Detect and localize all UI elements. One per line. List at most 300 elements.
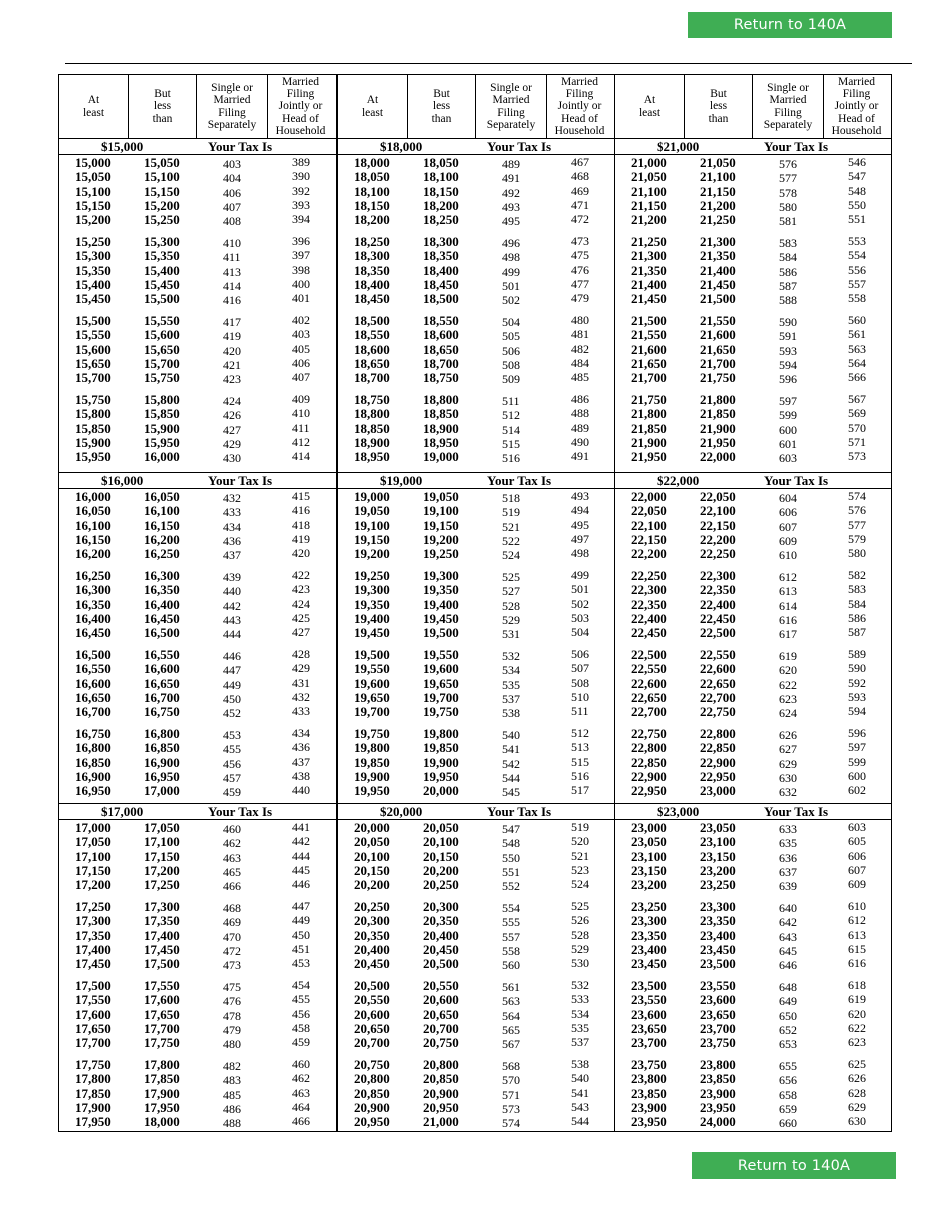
- cell-tax-married: 469: [571, 183, 589, 198]
- return-to-140a-button-bottom[interactable]: Return to 140A: [692, 1152, 896, 1179]
- cell-tax-single: 450: [223, 691, 241, 706]
- table-row: [59, 727, 336, 741]
- tax-table: [58, 74, 892, 1132]
- table-row: [615, 235, 891, 249]
- table-row: [615, 705, 891, 719]
- cell-tax-married: 450: [292, 927, 310, 942]
- cell-tax-married: 503: [571, 610, 589, 625]
- cell-at-least: 15,300: [75, 248, 111, 264]
- cell-at-least: 16,950: [75, 783, 111, 799]
- cell-tax-single: 547: [502, 822, 520, 836]
- cell-tax-single: 414: [223, 278, 241, 293]
- table-row: [615, 850, 891, 864]
- cell-but-less-than: 16,350: [144, 582, 180, 598]
- cell-tax-single: 449: [223, 677, 241, 692]
- cell-tax-single: 416: [223, 293, 241, 308]
- cell-tax-single: 463: [223, 850, 241, 865]
- cell-but-less-than: 22,700: [700, 689, 736, 705]
- cell-tax-married: 486: [571, 392, 589, 406]
- cell-tax-single: 606: [779, 505, 797, 520]
- cell-but-less-than: 16,250: [144, 546, 180, 562]
- cell-tax-married: 540: [571, 1071, 589, 1086]
- table-row: [615, 878, 891, 892]
- header-label: At least: [638, 94, 661, 119]
- cell-at-least: 21,950: [631, 449, 667, 465]
- cell-at-least: 19,350: [354, 596, 390, 612]
- table-row: [59, 993, 336, 1007]
- cell-tax-married: 468: [571, 169, 589, 184]
- table-row: [338, 784, 614, 798]
- cell-tax-married: 484: [571, 355, 589, 370]
- section-header: [615, 473, 891, 489]
- header-at-least: [615, 75, 685, 138]
- cell-tax-married: 538: [571, 1057, 589, 1071]
- cell-at-least: 20,750: [354, 1057, 390, 1072]
- cell-but-less-than: 22,650: [700, 675, 736, 691]
- cell-tax-single: 455: [223, 742, 241, 757]
- cell-tax-married: 618: [848, 978, 866, 992]
- cell-tax-single: 583: [779, 236, 797, 250]
- cell-tax-single: 525: [502, 570, 520, 584]
- cell-tax-single: 613: [779, 584, 797, 599]
- cell-at-least: 18,600: [354, 341, 390, 357]
- cell-but-less-than: 19,800: [423, 726, 459, 741]
- cell-tax-single: 616: [779, 612, 797, 627]
- cell-but-less-than: 16,700: [144, 689, 180, 705]
- cell-at-least: 23,700: [631, 1035, 667, 1051]
- table-row: [338, 1101, 614, 1115]
- cell-tax-married: 554: [848, 248, 866, 263]
- cell-tax-married: 534: [571, 1006, 589, 1021]
- cell-but-less-than: 23,250: [700, 877, 736, 893]
- cell-tax-married: 389: [292, 155, 310, 169]
- cell-but-less-than: 16,450: [144, 610, 180, 626]
- table-row: [338, 929, 614, 943]
- table-row: [338, 185, 614, 199]
- table-row: [615, 979, 891, 993]
- table-row: [615, 583, 891, 597]
- cell-but-less-than: 22,600: [700, 661, 736, 677]
- table-row: [338, 583, 614, 597]
- cell-but-less-than: 19,700: [423, 689, 459, 705]
- cell-at-least: 23,000: [631, 820, 667, 835]
- table-row: [59, 914, 336, 928]
- cell-tax-single: 629: [779, 756, 797, 771]
- cell-tax-single: 531: [502, 627, 520, 642]
- cell-at-least: 16,600: [75, 675, 111, 691]
- cell-tax-single: 630: [779, 770, 797, 785]
- cell-tax-single: 561: [502, 980, 520, 994]
- cell-but-less-than: 15,100: [144, 169, 180, 185]
- cell-tax-single: 514: [502, 422, 520, 437]
- section-amount: $18,000: [380, 139, 423, 154]
- table-row: [59, 821, 336, 835]
- header-but-less-than: [685, 75, 752, 138]
- cell-tax-married: 605: [848, 834, 866, 849]
- cell-at-least: 21,700: [631, 370, 667, 386]
- cell-tax-single: 656: [779, 1073, 797, 1088]
- cell-but-less-than: 18,600: [423, 327, 459, 343]
- table-row: [338, 705, 614, 719]
- cell-at-least: 17,350: [75, 927, 111, 943]
- cell-tax-single: 578: [779, 185, 797, 200]
- section-amount: $21,000: [657, 139, 700, 154]
- cell-tax-single: 437: [223, 548, 241, 563]
- cell-at-least: 16,400: [75, 610, 111, 626]
- cell-at-least: 16,150: [75, 531, 111, 547]
- cell-tax-single: 423: [223, 372, 241, 387]
- table-row: [59, 770, 336, 784]
- table-row: [615, 756, 891, 770]
- cell-tax-married: 593: [848, 689, 866, 704]
- cell-at-least: 20,600: [354, 1006, 390, 1022]
- cell-but-less-than: 15,750: [144, 370, 180, 386]
- cell-at-least: 19,200: [354, 546, 390, 562]
- cell-tax-married: 613: [848, 927, 866, 942]
- cell-at-least: 18,400: [354, 276, 390, 292]
- section-amount: $15,000: [101, 139, 144, 154]
- cell-tax-single: 563: [502, 994, 520, 1009]
- cell-at-least: 15,950: [75, 449, 111, 465]
- cell-tax-single: 502: [502, 293, 520, 308]
- cell-but-less-than: 15,950: [144, 434, 180, 450]
- cell-but-less-than: 24,000: [700, 1114, 736, 1130]
- cell-but-less-than: 20,000: [423, 783, 459, 799]
- section-amount: $22,000: [657, 473, 700, 488]
- cell-at-least: 18,050: [354, 169, 390, 185]
- cell-at-least: 17,950: [75, 1114, 111, 1130]
- cell-tax-single: 483: [223, 1073, 241, 1088]
- cell-but-less-than: 16,500: [144, 625, 180, 641]
- cell-but-less-than: 21,550: [700, 313, 736, 328]
- cell-at-least: 18,200: [354, 212, 390, 228]
- cell-tax-single: 424: [223, 394, 241, 408]
- cell-tax-single: 476: [223, 994, 241, 1009]
- table-row: [59, 784, 336, 798]
- cell-tax-single: 432: [223, 491, 241, 505]
- cell-tax-married: 479: [571, 291, 589, 306]
- cell-tax-single: 637: [779, 864, 797, 879]
- cell-but-less-than: 19,450: [423, 610, 459, 626]
- table-row: [59, 235, 336, 249]
- cell-tax-married: 501: [571, 582, 589, 597]
- cell-tax-married: 475: [571, 248, 589, 263]
- cell-tax-single: 658: [779, 1087, 797, 1102]
- cell-but-less-than: 23,500: [700, 956, 736, 972]
- cell-at-least: 19,550: [354, 661, 390, 677]
- cell-at-least: 18,300: [354, 248, 390, 264]
- cell-tax-single: 444: [223, 627, 241, 642]
- cell-tax-married: 537: [571, 1035, 589, 1050]
- cell-at-least: 22,300: [631, 582, 667, 598]
- cell-tax-married: 583: [848, 582, 866, 597]
- section-header: [59, 473, 336, 489]
- cell-tax-married: 610: [848, 899, 866, 913]
- cell-tax-married: 506: [571, 647, 589, 661]
- cell-tax-single: 557: [502, 929, 520, 944]
- cell-tax-single: 489: [502, 157, 520, 171]
- table-row: [338, 691, 614, 705]
- cell-at-least: 21,450: [631, 291, 667, 307]
- cell-at-least: 23,400: [631, 941, 667, 957]
- cell-tax-single: 419: [223, 329, 241, 344]
- cell-but-less-than: 23,100: [700, 834, 736, 850]
- cell-but-less-than: 22,300: [700, 568, 736, 583]
- cell-tax-married: 504: [571, 625, 589, 640]
- cell-tax-single: 642: [779, 915, 797, 930]
- table-row: [615, 1115, 891, 1129]
- cell-at-least: 15,000: [75, 155, 111, 170]
- cell-tax-married: 546: [848, 155, 866, 169]
- cell-at-least: 17,900: [75, 1099, 111, 1115]
- cell-but-less-than: 15,400: [144, 262, 180, 278]
- cell-but-less-than: 20,400: [423, 927, 459, 943]
- cell-at-least: 16,750: [75, 726, 111, 741]
- cell-but-less-than: 19,200: [423, 531, 459, 547]
- cell-tax-married: 467: [571, 155, 589, 169]
- cell-tax-married: 456: [292, 1006, 310, 1021]
- cell-but-less-than: 22,100: [700, 503, 736, 519]
- cell-tax-married: 603: [848, 820, 866, 834]
- cell-tax-single: 468: [223, 901, 241, 915]
- cell-but-less-than: 23,750: [700, 1035, 736, 1051]
- cell-at-least: 21,800: [631, 406, 667, 422]
- cell-tax-married: 563: [848, 341, 866, 356]
- cell-tax-single: 498: [502, 250, 520, 265]
- cell-tax-married: 523: [571, 862, 589, 877]
- cell-tax-married: 599: [848, 754, 866, 769]
- your-tax-is-label: Your Tax Is: [764, 804, 829, 819]
- cell-but-less-than: 15,700: [144, 355, 180, 371]
- cell-tax-single: 506: [502, 343, 520, 358]
- table-row: [615, 1101, 891, 1115]
- table-row: [59, 943, 336, 957]
- cell-at-least: 18,550: [354, 327, 390, 343]
- cell-tax-single: 413: [223, 264, 241, 279]
- table-row: [338, 292, 614, 306]
- cell-tax-single: 639: [779, 879, 797, 894]
- cell-tax-single: 609: [779, 533, 797, 548]
- cell-tax-married: 556: [848, 262, 866, 277]
- table-row: [59, 612, 336, 626]
- cell-but-less-than: 21,950: [700, 434, 736, 450]
- cell-tax-single: 538: [502, 706, 520, 721]
- cell-at-least: 19,000: [354, 489, 390, 504]
- cell-at-least: 20,050: [354, 834, 390, 850]
- cell-tax-single: 635: [779, 836, 797, 851]
- cell-at-least: 20,200: [354, 877, 390, 893]
- section-header: [615, 139, 891, 155]
- cell-tax-single: 542: [502, 756, 520, 771]
- cell-tax-single: 460: [223, 822, 241, 836]
- cell-but-less-than: 17,600: [144, 992, 180, 1008]
- table-row: [615, 422, 891, 436]
- cell-tax-single: 622: [779, 677, 797, 692]
- cell-tax-single: 404: [223, 171, 241, 186]
- table-row: [338, 727, 614, 741]
- cell-at-least: 18,900: [354, 434, 390, 450]
- cell-at-least: 20,550: [354, 992, 390, 1008]
- table-row: [615, 278, 891, 292]
- cell-but-less-than: 21,450: [700, 276, 736, 292]
- cell-at-least: 15,450: [75, 291, 111, 307]
- table-row: [59, 850, 336, 864]
- table-row: [338, 314, 614, 328]
- cell-at-least: 22,400: [631, 610, 667, 626]
- table-row: [615, 784, 891, 798]
- cell-at-least: 20,150: [354, 862, 390, 878]
- cell-tax-married: 529: [571, 941, 589, 956]
- table-row: [338, 1008, 614, 1022]
- cell-at-least: 22,050: [631, 503, 667, 519]
- cell-tax-single: 456: [223, 756, 241, 771]
- table-row: [338, 864, 614, 878]
- cell-tax-single: 478: [223, 1008, 241, 1023]
- cell-tax-married: 511: [571, 704, 589, 719]
- cell-but-less-than: 23,400: [700, 927, 736, 943]
- header-label: But less than: [708, 88, 729, 125]
- cell-tax-single: 529: [502, 612, 520, 627]
- cell-tax-single: 459: [223, 785, 241, 800]
- table-row: [59, 1008, 336, 1022]
- header-at-least: [338, 75, 408, 138]
- table-row: [615, 199, 891, 213]
- table-row: [59, 929, 336, 943]
- cell-at-least: 16,500: [75, 647, 111, 662]
- cell-tax-single: 659: [779, 1101, 797, 1116]
- cell-at-least: 22,150: [631, 531, 667, 547]
- cell-tax-married: 481: [571, 327, 589, 342]
- cell-tax-single: 627: [779, 742, 797, 757]
- cell-at-least: 18,000: [354, 155, 390, 170]
- cell-but-less-than: 16,550: [144, 647, 180, 662]
- table-row: [338, 213, 614, 227]
- table-row: [59, 278, 336, 292]
- cell-tax-married: 398: [292, 262, 310, 277]
- cell-tax-single: 643: [779, 929, 797, 944]
- cell-tax-married: 541: [571, 1085, 589, 1100]
- header-label: Married Filing Jointly or Head of Household: [554, 75, 605, 137]
- table-row: [338, 436, 614, 450]
- cell-at-least: 22,750: [631, 726, 667, 741]
- table-row: [615, 612, 891, 626]
- table-row: [59, 504, 336, 518]
- cell-at-least: 23,050: [631, 834, 667, 850]
- cell-tax-single: 584: [779, 250, 797, 265]
- cell-at-least: 19,500: [354, 647, 390, 662]
- cell-at-least: 20,850: [354, 1085, 390, 1101]
- cell-tax-married: 622: [848, 1020, 866, 1035]
- cell-but-less-than: 17,200: [144, 862, 180, 878]
- cell-at-least: 23,250: [631, 899, 667, 914]
- table-row: [59, 741, 336, 755]
- cell-but-less-than: 19,500: [423, 625, 459, 641]
- table-row: [59, 519, 336, 533]
- cell-tax-married: 592: [848, 675, 866, 690]
- cell-at-least: 22,000: [631, 489, 667, 504]
- cell-but-less-than: 19,250: [423, 546, 459, 562]
- cell-at-least: 19,900: [354, 768, 390, 784]
- table-row: [59, 371, 336, 385]
- cell-tax-married: 558: [848, 291, 866, 306]
- cell-tax-married: 499: [571, 568, 589, 582]
- cell-tax-married: 464: [292, 1099, 310, 1114]
- table-row: [338, 914, 614, 928]
- table-row: [59, 170, 336, 184]
- return-to-140a-button-top[interactable]: Return to 140A: [688, 12, 892, 38]
- cell-tax-married: 431: [292, 675, 310, 690]
- cell-but-less-than: 23,550: [700, 978, 736, 993]
- cell-at-least: 21,300: [631, 248, 667, 264]
- your-tax-is-label: Your Tax Is: [487, 804, 552, 819]
- cell-at-least: 17,550: [75, 992, 111, 1008]
- cell-tax-married: 472: [571, 212, 589, 227]
- cell-at-least: 20,450: [354, 956, 390, 972]
- cell-tax-married: 594: [848, 704, 866, 719]
- cell-tax-single: 508: [502, 357, 520, 372]
- cell-but-less-than: 17,650: [144, 1006, 180, 1022]
- table-row: [59, 1058, 336, 1072]
- cell-at-least: 20,950: [354, 1114, 390, 1130]
- cell-but-less-than: 20,150: [423, 848, 459, 864]
- cell-but-less-than: 22,750: [700, 704, 736, 720]
- table-row: [615, 393, 891, 407]
- cell-tax-married: 625: [848, 1057, 866, 1071]
- cell-but-less-than: 17,100: [144, 834, 180, 850]
- cell-tax-married: 553: [848, 234, 866, 248]
- cell-at-least: 19,400: [354, 610, 390, 626]
- table-row: [615, 343, 891, 357]
- table-row: [338, 371, 614, 385]
- table-row: [615, 900, 891, 914]
- cell-at-least: 21,050: [631, 169, 667, 185]
- header-single-or-mfs: [475, 75, 547, 138]
- table-row: [615, 1008, 891, 1022]
- cell-but-less-than: 21,200: [700, 197, 736, 213]
- cell-at-least: 22,950: [631, 783, 667, 799]
- cell-tax-married: 525: [571, 899, 589, 913]
- cell-tax-married: 447: [292, 899, 310, 913]
- cell-tax-single: 587: [779, 278, 797, 293]
- cell-at-least: 17,300: [75, 913, 111, 929]
- cell-at-least: 23,650: [631, 1020, 667, 1036]
- cell-at-least: 23,350: [631, 927, 667, 943]
- table-row: [338, 490, 614, 504]
- cell-but-less-than: 20,200: [423, 862, 459, 878]
- table-row: [59, 422, 336, 436]
- cell-tax-single: 626: [779, 728, 797, 742]
- cell-tax-single: 540: [502, 728, 520, 742]
- table-row: [338, 393, 614, 407]
- cell-at-least: 15,150: [75, 197, 111, 213]
- cell-at-least: 15,100: [75, 183, 111, 199]
- cell-tax-married: 402: [292, 313, 310, 327]
- cell-tax-married: 516: [571, 768, 589, 783]
- header-single-or-mfs: [752, 75, 824, 138]
- cell-at-least: 16,100: [75, 517, 111, 533]
- cell-tax-single: 501: [502, 278, 520, 293]
- cell-but-less-than: 20,750: [423, 1035, 459, 1051]
- table-row: [615, 292, 891, 306]
- cell-at-least: 23,850: [631, 1085, 667, 1101]
- table-row: [615, 943, 891, 957]
- table-row: [59, 156, 336, 170]
- cell-tax-married: 422: [292, 568, 310, 582]
- table-row: [59, 648, 336, 662]
- cell-at-least: 17,400: [75, 941, 111, 957]
- cell-tax-single: 493: [502, 199, 520, 214]
- table-row: [338, 343, 614, 357]
